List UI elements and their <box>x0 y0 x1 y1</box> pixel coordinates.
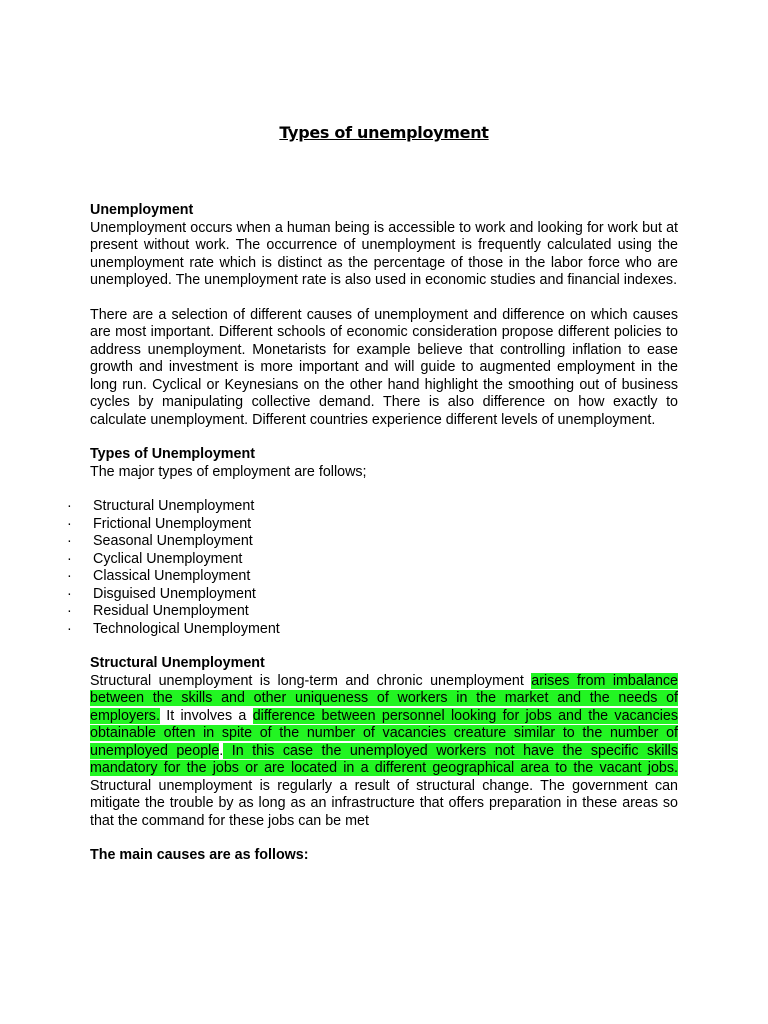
bullet-icon: · <box>67 550 72 567</box>
bullet-icon: · <box>67 533 72 549</box>
highlighted-text: In this case the unemployed workers not have the specific skills mandatory for the jobs or are located in a different geographical area to the vacant jobs. <box>90 742 678 776</box>
list-item-label: Residual Unemployment <box>93 603 249 619</box>
unemployment-types-list <box>67 498 678 638</box>
list-item-label: Disguised Unemployment <box>93 585 256 602</box>
document-body <box>67 202 679 865</box>
list-item <box>67 568 678 586</box>
bullet-icon: · <box>67 620 72 637</box>
list-item <box>67 551 678 569</box>
list-item <box>67 621 678 639</box>
list-item <box>67 586 678 604</box>
bullet-icon: · <box>67 568 72 584</box>
structural-text-segment: . <box>219 742 224 759</box>
list-item <box>67 603 678 621</box>
bullet-icon: · <box>67 603 72 619</box>
paragraph-unemployment-definition: Unemployment occurs when a human being is accessible to work and looking for work but at present without work. The occurrence of unemployment is frequently calculated using the unemployment rate which is distinct as the percentage of those in the labor force who are unemployed. The unemployment rate is also used in economic studies and financial indexes. <box>90 219 678 288</box>
bullet-icon: · <box>67 498 72 514</box>
section-heading-structural: Structural Unemployment <box>90 655 265 671</box>
list-item-label: Structural Unemployment <box>93 498 255 514</box>
list-item-label: Technological Unemployment <box>93 620 280 637</box>
highlighted-text: difference between personnel looking for jobs and the vacancies obtainable often in spite of the number of vacancies creature similar to the number of unemployed people <box>90 707 678 759</box>
list-item-label: Classical Unemployment <box>93 568 251 584</box>
paragraph-unemployment-causes: There are a selection of different causes of unemployment and difference on which causes are most important. Different schools of economic consideration propose different policies to address unemployment. Monetarists for example believe that controlling inflation to ease growth and investment is more important and will guide to augmented employment in the long run. Cyclical or Keynesians on the other hand highlight the smoothing out of business cycles by manipulating collective demand. There is also difference on how exactly to calculate unemployment. Different countries experience different levels of unemployment. <box>90 306 678 428</box>
list-item-label: Frictional Unemployment <box>93 515 252 532</box>
paragraph-types-intro: The major types of employment are follows; <box>90 463 367 480</box>
structural-text-segment: Structural unemployment is regularly a result of structural change. The government can mitigate the trouble by as long as an infrastructure that offers preparation in these areas so that the command for these jobs can be met <box>90 777 678 829</box>
list-item <box>67 533 678 551</box>
section-heading-types: Types of Unemployment <box>90 446 255 462</box>
list-item <box>67 498 678 516</box>
list-item <box>67 516 678 534</box>
list-item-label: Seasonal Unemployment <box>93 533 253 549</box>
paragraph-structural-unemployment <box>90 673 678 831</box>
bullet-icon: · <box>67 585 72 602</box>
document-title: Types of unemployment <box>279 123 489 142</box>
structural-text-segment: It involves a <box>159 707 253 724</box>
list-item-label: Cyclical Unemployment <box>93 550 243 567</box>
section-heading-unemployment: Unemployment <box>90 202 194 218</box>
section-heading-causes: The main causes are as follows: <box>90 847 309 863</box>
bullet-icon: · <box>67 515 72 532</box>
structural-text-segment: Structural unemployment is long-term and chronic unemployment <box>90 672 532 689</box>
highlighted-text: arises from imbalance between the skills and other uniqueness of workers in the market and the needs of employers. <box>90 672 679 724</box>
